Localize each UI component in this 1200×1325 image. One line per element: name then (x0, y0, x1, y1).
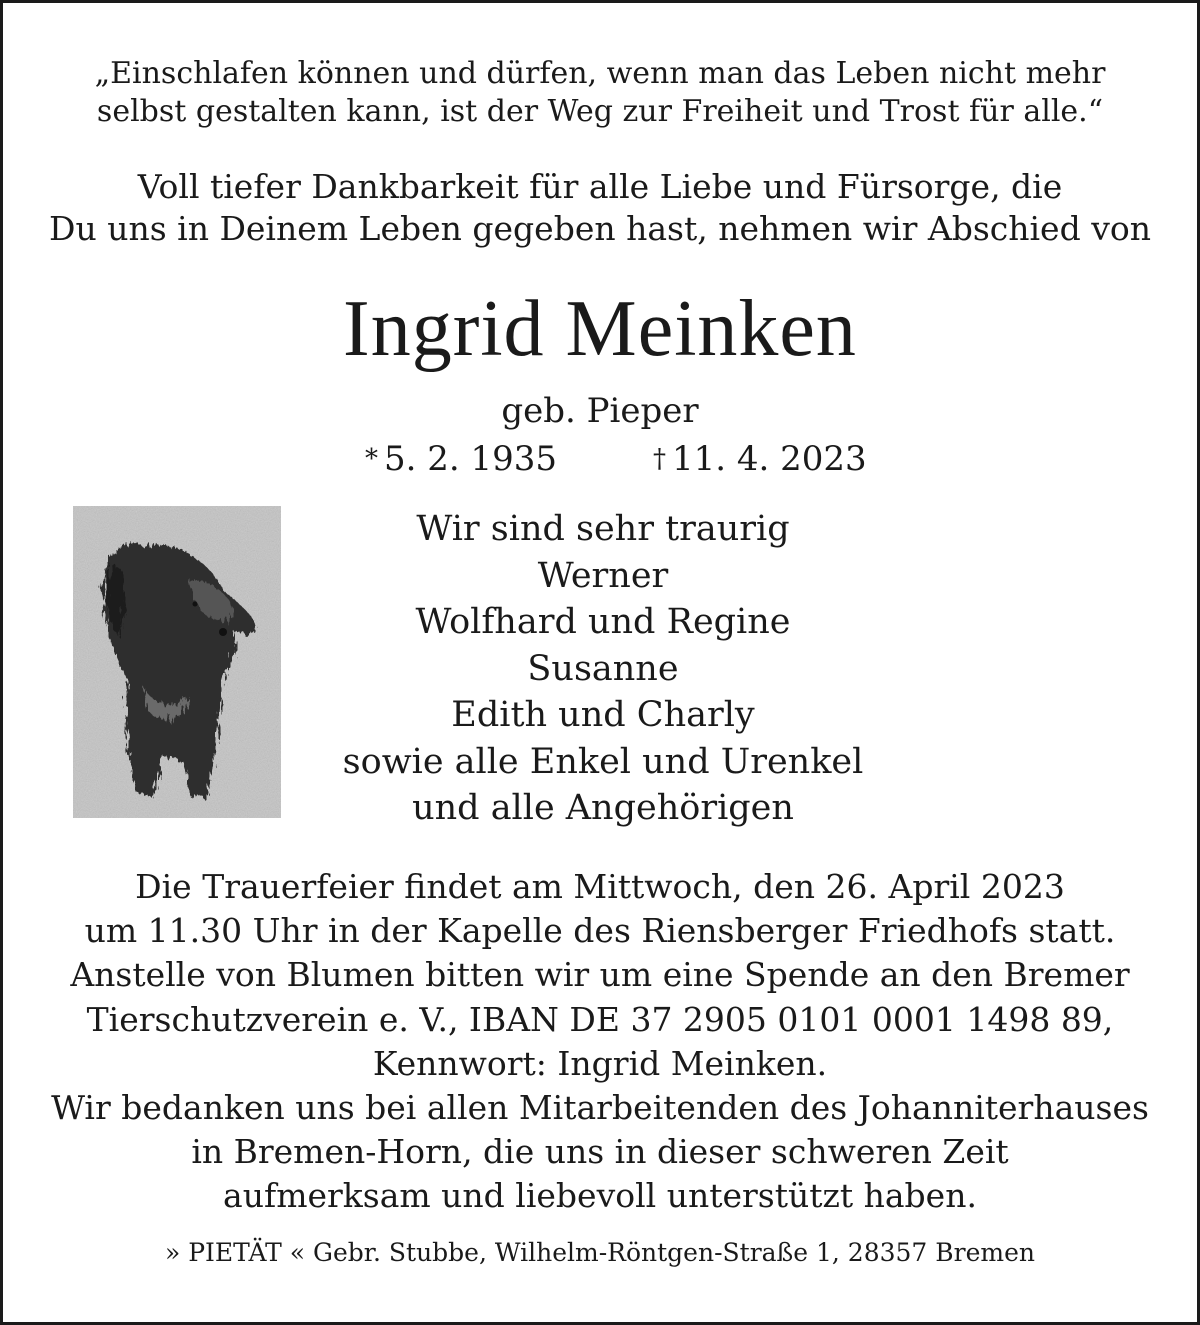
mourners-line: Werner (537, 555, 669, 596)
details-line: Wir bedanken uns bei allen Mitarbeitenden des Johanniterhauses (51, 1088, 1149, 1128)
death-cross-icon: † (653, 444, 666, 474)
details-line: Tierschutzverein e. V., IBAN DE 37 2905 0101 0001 1498 89, (86, 999, 1114, 1039)
funeral-home-footer: » PIETÄT « Gebr. Stubbe, Wilhelm-Röntgen-Straße 1, 28357 Bremen (164, 1238, 1035, 1267)
quote-line: „Einschlafen können und dürfen, wenn man das Leben nicht mehr (94, 56, 1106, 91)
mourners-line: Edith und Charly (451, 695, 755, 735)
details-line: Kennwort: Ingrid Meinken. (372, 1043, 828, 1083)
details-line: um 11.30 Uhr in der Kapelle des Riensberger Friedhofs statt. (84, 911, 1116, 951)
intro-line: Voll tiefer Dankbarkeit für alle Liebe und Fürsorge, die (137, 167, 1063, 206)
mourners-line: und alle Angehörigen (412, 788, 794, 828)
dog-photo-icon (73, 506, 281, 818)
mourners-line: Wir sind sehr traurig (416, 509, 790, 549)
intro-text (3, 166, 1197, 250)
details-line: aufmerksam und liebevoll unterstützt haben. (223, 1176, 977, 1216)
mourners-line: sowie alle Enkel und Urenkel (342, 741, 864, 782)
details-line: Die Trauerfeier findet am Mittwoch, den 26. April 2023 (135, 867, 1065, 906)
birth-date-value: 5. 2. 1935 (384, 439, 558, 479)
birth-symbol-icon: * (365, 444, 378, 474)
details-line: Anstelle von Blumen bitten wir um eine Spende an den Bremer (70, 955, 1130, 995)
maiden-name: geb. Pieper (501, 391, 699, 431)
intro-line: Du uns in Deinem Leben gegeben hast, nehmen wir Abschied von (49, 209, 1151, 248)
birth-date (365, 437, 557, 481)
ceremony-details (3, 865, 1197, 1219)
mourners-list (303, 506, 903, 832)
death-date (653, 437, 867, 481)
deceased-name: Ingrid Meinken (343, 285, 857, 373)
mourners-line: Wolfhard und Regine (415, 602, 791, 642)
death-date-value: 11. 4. 2023 (672, 439, 867, 479)
quote-line: selbst gestalten kann, ist der Weg zur Freiheit und Trost für alle.“ (96, 94, 1104, 129)
details-line: in Bremen-Horn, die uns in dieser schweren Zeit (191, 1132, 1009, 1172)
quote (3, 55, 1197, 131)
mourners-line: Susanne (527, 648, 679, 689)
